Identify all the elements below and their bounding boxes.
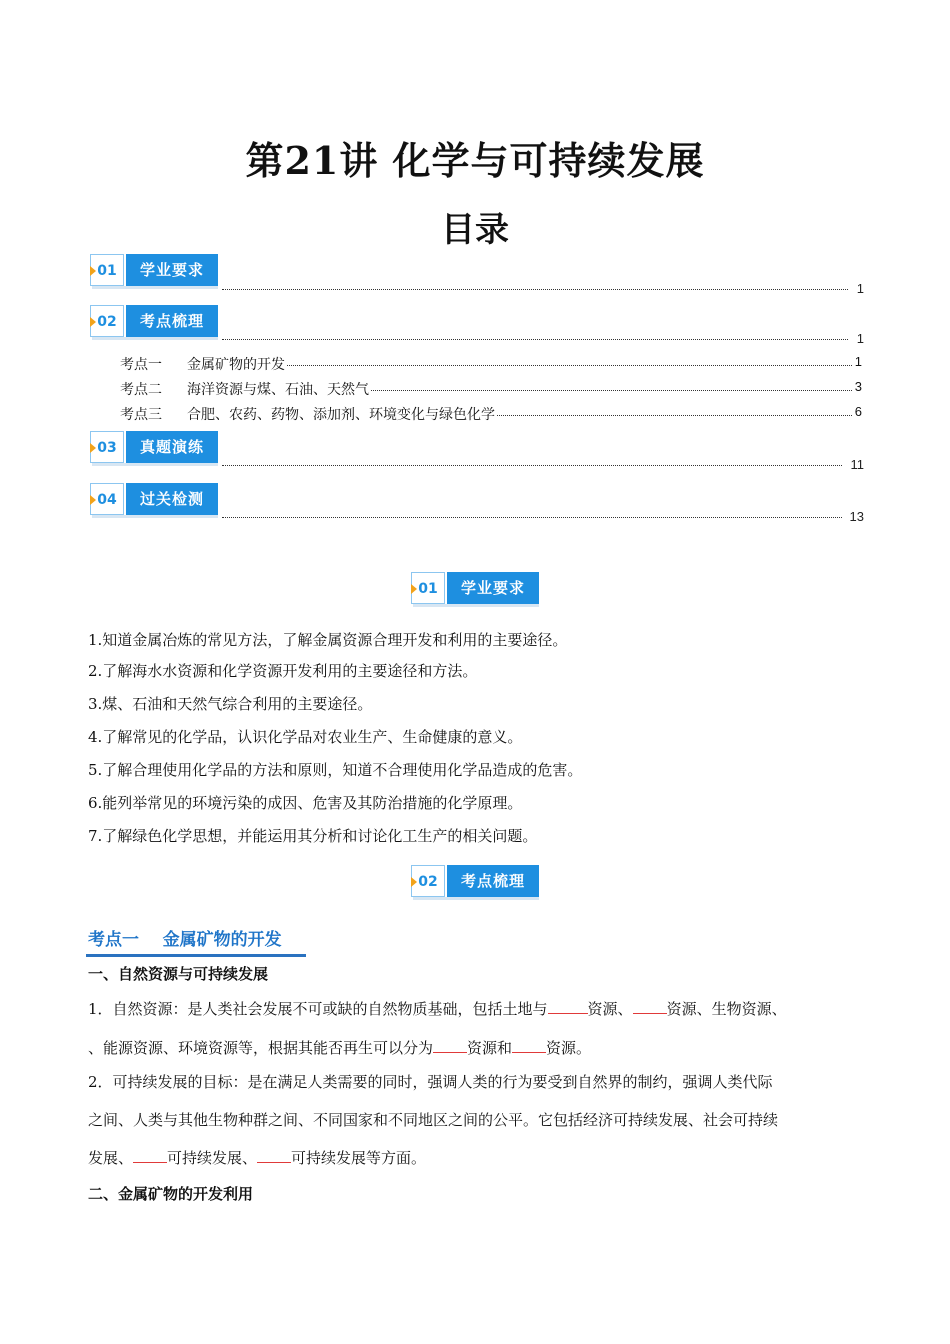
section-badge-02 xyxy=(411,865,539,899)
toc-page-number: 1 xyxy=(856,281,864,296)
document-title: 第21讲 化学与可持续发展 xyxy=(245,138,705,183)
toc-heading: 目录 xyxy=(441,210,509,250)
dot-leader xyxy=(222,465,842,466)
dot-leader xyxy=(222,289,848,290)
toc-page-number: 11 xyxy=(850,457,864,472)
toc-sub-text: 合肥、农药、药物、添加剂、环境变化与绿色化学 xyxy=(187,404,497,424)
badge-shadow xyxy=(413,897,539,900)
text-segment: 1．自然资源：是人类社会发展不可或缺的自然物质基础，包括土地与 xyxy=(88,1000,548,1018)
toc-sub-key: 考点二 xyxy=(120,382,162,398)
badge-shadow xyxy=(92,515,218,518)
toc-sub-key: 考点三 xyxy=(120,407,162,423)
toc-page-number: 3 xyxy=(854,379,862,394)
toc-subitem-1[interactable] xyxy=(120,354,862,372)
toc-page-number: 13 xyxy=(849,509,864,524)
paragraph-1-line-2 xyxy=(88,1037,591,1058)
toc-sub-text: 海洋资源与煤、石油、天然气 xyxy=(187,379,371,399)
toc-sub-key: 考点一 xyxy=(120,357,162,373)
toc-page-number: 1 xyxy=(854,354,862,369)
text-segment: 、能源资源、环境资源等，根据其能否再生可以分为 xyxy=(88,1039,434,1057)
text-segment: 可持续发展等方面。 xyxy=(291,1149,427,1167)
toc-page-number: 1 xyxy=(856,331,864,346)
toc-badge-03[interactable] xyxy=(90,431,218,465)
text-segment: 资源和 xyxy=(467,1039,513,1057)
badge-shadow xyxy=(92,463,218,466)
badge-shadow xyxy=(92,337,218,340)
paragraph-2-line-1: 2．可持续发展的目标：是在满足人类需要的同时，强调人类的行为要受到自然界的制约，强调人类代际 xyxy=(88,1073,773,1091)
badge-shadow xyxy=(413,604,539,607)
dot-leader xyxy=(222,339,848,340)
text-segment: 发展、 xyxy=(88,1149,134,1167)
badge-number: 03 xyxy=(90,431,124,463)
text-segment: 可持续发展、 xyxy=(167,1149,258,1167)
subheading-2: 二、金属矿物的开发利用 xyxy=(88,1185,254,1203)
text-segment: 资源、生物资源、 xyxy=(666,1000,787,1018)
requirement-item: 4.了解常见的化学品，认识化学品对农业生产、生命健康的意义。 xyxy=(88,728,523,746)
badge-number: 02 xyxy=(411,865,445,897)
requirement-item: 5.了解合理使用化学品的方法和原则，知道不合理使用化学品造成的危害。 xyxy=(88,761,583,779)
badge-label: 真题演练 xyxy=(126,431,218,463)
badge-number: 04 xyxy=(90,483,124,515)
text-segment: 资源、 xyxy=(587,1000,633,1018)
requirement-item: 1.知道金属冶炼的常见方法，了解金属资源合理开发和利用的主要途径。 xyxy=(88,631,568,649)
badge-label: 学业要求 xyxy=(126,254,218,286)
requirement-item: 3.煤、石油和天然气综合利用的主要途径。 xyxy=(88,695,373,713)
fill-blank[interactable] xyxy=(257,1148,291,1163)
toc-subitem-2[interactable] xyxy=(120,379,862,397)
toc-badge-02[interactable] xyxy=(90,305,218,339)
paragraph-1-line-1 xyxy=(88,998,787,1019)
badge-label: 学业要求 xyxy=(447,572,539,604)
fill-blank[interactable] xyxy=(133,1148,167,1163)
toc-dotline-03[interactable] xyxy=(222,457,864,473)
toc-dotline-02[interactable] xyxy=(222,331,864,347)
badge-number: 01 xyxy=(90,254,124,286)
badge-label: 考点梳理 xyxy=(126,305,218,337)
toc-sub-text: 金属矿物的开发 xyxy=(187,354,287,374)
dot-leader xyxy=(222,517,842,518)
toc-dotline-04[interactable] xyxy=(222,509,864,525)
badge-label: 过关检测 xyxy=(126,483,218,515)
badge-shadow xyxy=(92,286,218,289)
badge-number: 02 xyxy=(90,305,124,337)
toc-badge-01[interactable] xyxy=(90,254,218,288)
paragraph-2-line-3 xyxy=(88,1147,426,1168)
fill-blank[interactable] xyxy=(548,999,588,1014)
toc-dotline-01[interactable] xyxy=(222,281,864,297)
subheading-1: 一、自然资源与可持续发展 xyxy=(88,965,269,983)
requirement-item: 7.了解绿色化学思想，并能运用其分析和讨论化工生产的相关问题。 xyxy=(88,827,538,845)
section-badge-01 xyxy=(411,572,539,606)
requirement-item: 6.能列举常见的环境污染的成因、危害及其防治措施的化学原理。 xyxy=(88,794,523,812)
fill-blank[interactable] xyxy=(512,1038,546,1053)
requirement-item: 2.了解海水水资源和化学资源开发利用的主要途径和方法。 xyxy=(88,662,478,680)
text-segment: 资源。 xyxy=(546,1039,592,1057)
toc-badge-04[interactable] xyxy=(90,483,218,517)
toc-page-number: 6 xyxy=(854,404,862,419)
badge-label: 考点梳理 xyxy=(447,865,539,897)
paragraph-2-line-2: 之间、人类与其他生物种群之间、不同国家和不同地区之间的公平。它包括经济可持续发展、社会可持续 xyxy=(88,1111,779,1129)
fill-blank[interactable] xyxy=(633,999,667,1014)
point-heading: 考点一 金属矿物的开发 xyxy=(88,930,282,950)
badge-number: 01 xyxy=(411,572,445,604)
point-heading-underline xyxy=(86,954,306,957)
fill-blank[interactable] xyxy=(433,1038,467,1053)
toc-subitem-3[interactable] xyxy=(120,404,862,422)
